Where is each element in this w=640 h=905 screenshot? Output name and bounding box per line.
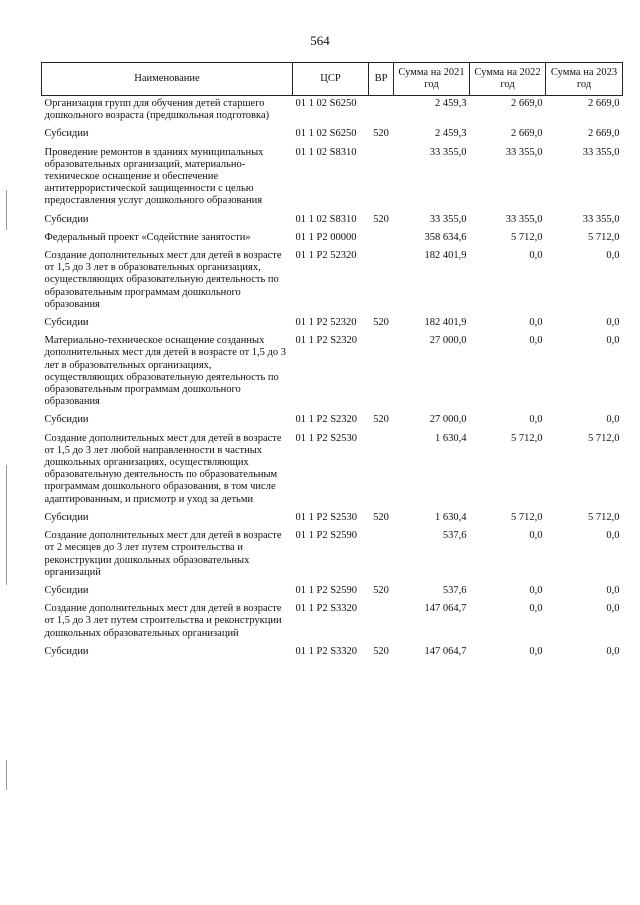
table-row <box>42 230 623 248</box>
row-sum-2023: 0,0 <box>606 335 620 347</box>
table-row <box>42 583 623 601</box>
row-sum-2021: 33 355,0 <box>429 213 467 225</box>
row-sum-2022: 0,0 <box>529 414 543 426</box>
row-sum-2022: 5 712,0 <box>511 432 543 444</box>
row-csr: 01 1 P2 S2530 <box>295 511 358 523</box>
row-vr: 520 <box>373 584 389 596</box>
row-sum-2021: 147 064,7 <box>424 603 467 615</box>
row-sum-2021: 27 000,0 <box>429 335 467 347</box>
row-sum-2022: 0,0 <box>529 530 543 542</box>
table-row <box>42 601 623 644</box>
row-vr <box>369 230 394 248</box>
row-sum-2023: 5 712,0 <box>588 511 620 523</box>
table-row <box>42 412 623 430</box>
row-sum-2022: 5 712,0 <box>511 511 543 523</box>
row-sum-2021: 1 630,4 <box>435 511 467 523</box>
row-name: Федеральный проект «Содействие занятости» <box>44 231 251 243</box>
header-csr: ЦСР <box>293 63 369 96</box>
row-csr: 01 1 P2 S3320 <box>295 603 358 615</box>
row-name: Субсидии <box>44 584 89 596</box>
row-csr: 01 1 P2 52320 <box>295 250 357 262</box>
row-csr: 01 1 P2 S2590 <box>295 530 358 542</box>
row-csr: 01 1 P2 S2590 <box>295 584 358 596</box>
row-sum-2022: 33 355,0 <box>505 146 543 158</box>
row-sum-2023: 0,0 <box>606 250 620 262</box>
row-sum-2023: 0,0 <box>606 317 620 329</box>
row-vr <box>369 96 394 127</box>
row-vr <box>369 431 394 510</box>
scan-artifact <box>6 760 7 790</box>
row-sum-2021: 147 064,7 <box>424 645 467 657</box>
header-name: Наименование <box>42 63 293 96</box>
row-vr <box>369 145 394 212</box>
row-csr: 01 1 02 S6250 <box>295 98 357 109</box>
row-name: Субсидии <box>44 213 89 225</box>
table-row <box>42 644 623 662</box>
row-name: Создание дополнительных мест для детей в возрасте от 1,5 до 3 лет любой направленности в частных дошкольных организациях, осуществляющих образовательную деятельность по образовательным программам дошкольного образования, в том числе адаптированным, и присмотр и уход за детьми <box>44 432 282 505</box>
budget-table <box>41 62 623 662</box>
row-sum-2021: 2 459,3 <box>435 98 467 109</box>
row-csr: 01 1 02 S6250 <box>295 128 357 140</box>
row-sum-2021: 1 630,4 <box>435 432 467 444</box>
row-sum-2021: 2 459,3 <box>435 128 467 140</box>
table-row <box>42 528 623 583</box>
row-name: Субсидии <box>44 645 89 657</box>
row-sum-2023: 0,0 <box>606 414 620 426</box>
row-sum-2022: 5 712,0 <box>511 231 543 243</box>
row-sum-2022: 0,0 <box>529 584 543 596</box>
row-vr: 520 <box>373 645 389 657</box>
row-sum-2023: 0,0 <box>606 603 620 615</box>
header-sum-2023: Сумма на 2023 год <box>546 63 623 96</box>
row-csr: 01 1 P2 52320 <box>295 317 357 329</box>
row-sum-2021: 27 000,0 <box>429 414 467 426</box>
row-sum-2021: 358 634,6 <box>424 231 467 243</box>
row-sum-2023: 5 712,0 <box>588 231 620 243</box>
row-sum-2021: 537,6 <box>442 530 467 542</box>
row-sum-2023: 0,0 <box>606 584 620 596</box>
row-name: Субсидии <box>44 511 89 523</box>
row-sum-2022: 0,0 <box>529 335 543 347</box>
row-sum-2023: 2 669,0 <box>588 98 620 109</box>
table-row <box>42 145 623 212</box>
table-row <box>42 96 623 127</box>
row-sum-2021: 33 355,0 <box>429 146 467 158</box>
row-csr: 01 1 P2 S3320 <box>295 645 358 657</box>
row-sum-2023: 2 669,0 <box>588 128 620 140</box>
row-sum-2022: 0,0 <box>529 645 543 657</box>
row-sum-2022: 33 355,0 <box>505 213 543 225</box>
scan-artifact <box>6 465 7 585</box>
row-sum-2021: 182 401,9 <box>424 317 467 329</box>
row-csr: 01 1 P2 00000 <box>295 231 357 243</box>
row-sum-2023: 33 355,0 <box>582 146 620 158</box>
row-name: Субсидии <box>44 317 89 329</box>
row-sum-2022: 2 669,0 <box>511 98 543 109</box>
table-row <box>42 333 623 412</box>
row-sum-2023: 5 712,0 <box>588 432 620 444</box>
page-number: 564 <box>310 33 330 48</box>
row-vr <box>369 528 394 583</box>
row-name: Организация групп для обучения детей старшего дошкольного возраста (предшкольная подготовка) <box>44 98 270 122</box>
row-vr: 520 <box>373 511 389 523</box>
header-sum-2021: Сумма на 2021 год <box>394 63 470 96</box>
row-vr: 520 <box>373 128 389 140</box>
table-row <box>42 431 623 510</box>
table-row <box>42 510 623 528</box>
row-sum-2023: 33 355,0 <box>582 213 620 225</box>
row-name: Создание дополнительных мест для детей в возрасте от 1,5 до 3 лет путем строительства и реконструкции дошкольных образовательных организаций <box>44 603 282 639</box>
table-row <box>42 126 623 144</box>
row-name: Проведение ремонтов в зданиях муниципальных образовательных организаций, материально-техническое оснащение и обеспечение антитеррористической защищенности с целью предоставления услуг дошкольного образования <box>44 146 264 207</box>
table-row <box>42 315 623 333</box>
row-csr: 01 1 P2 S2320 <box>295 335 358 347</box>
row-csr: 01 1 02 S8310 <box>295 213 357 225</box>
row-sum-2022: 0,0 <box>529 317 543 329</box>
row-sum-2023: 0,0 <box>606 530 620 542</box>
row-sum-2021: 182 401,9 <box>424 250 467 262</box>
row-name: Создание дополнительных мест для детей в возрасте от 1,5 до 3 лет в образовательных организациях, осуществляющих образовательную деятельность по образовательным программам дошкольного образования <box>44 250 282 310</box>
row-vr: 520 <box>373 213 389 225</box>
table-row <box>42 212 623 230</box>
header-vr: ВР <box>369 63 394 96</box>
row-name: Материально-техническое оснащение созданных дополнительных мест для детей в возрасте от 1,5 до 3 лет в образовательных организациях, осуществляющих образовательную деятельность по образовательным программам дошкольного образования <box>44 335 286 408</box>
table-body <box>42 96 623 662</box>
row-vr: 520 <box>373 414 389 426</box>
row-sum-2022: 2 669,0 <box>511 128 543 140</box>
row-name: Субсидии <box>44 128 89 140</box>
table-header-row <box>42 63 623 96</box>
scan-artifact <box>6 190 7 230</box>
row-sum-2022: 0,0 <box>529 603 543 615</box>
row-sum-2023: 0,0 <box>606 645 620 657</box>
row-vr <box>369 333 394 412</box>
header-sum-2022: Сумма на 2022 год <box>470 63 546 96</box>
row-sum-2021: 537,6 <box>442 584 467 596</box>
row-name: Создание дополнительных мест для детей в возрасте от 2 месяцев до 3 лет путем строительства и реконструкции дошкольных образовательных организаций <box>44 530 282 578</box>
row-csr: 01 1 P2 S2320 <box>295 414 358 426</box>
row-csr: 01 1 P2 S2530 <box>295 432 358 444</box>
row-vr: 520 <box>373 317 389 329</box>
table-row <box>42 248 623 315</box>
row-sum-2022: 0,0 <box>529 250 543 262</box>
row-vr <box>369 248 394 315</box>
row-vr <box>369 601 394 644</box>
row-csr: 01 1 02 S8310 <box>295 146 357 158</box>
row-name: Субсидии <box>44 414 89 426</box>
